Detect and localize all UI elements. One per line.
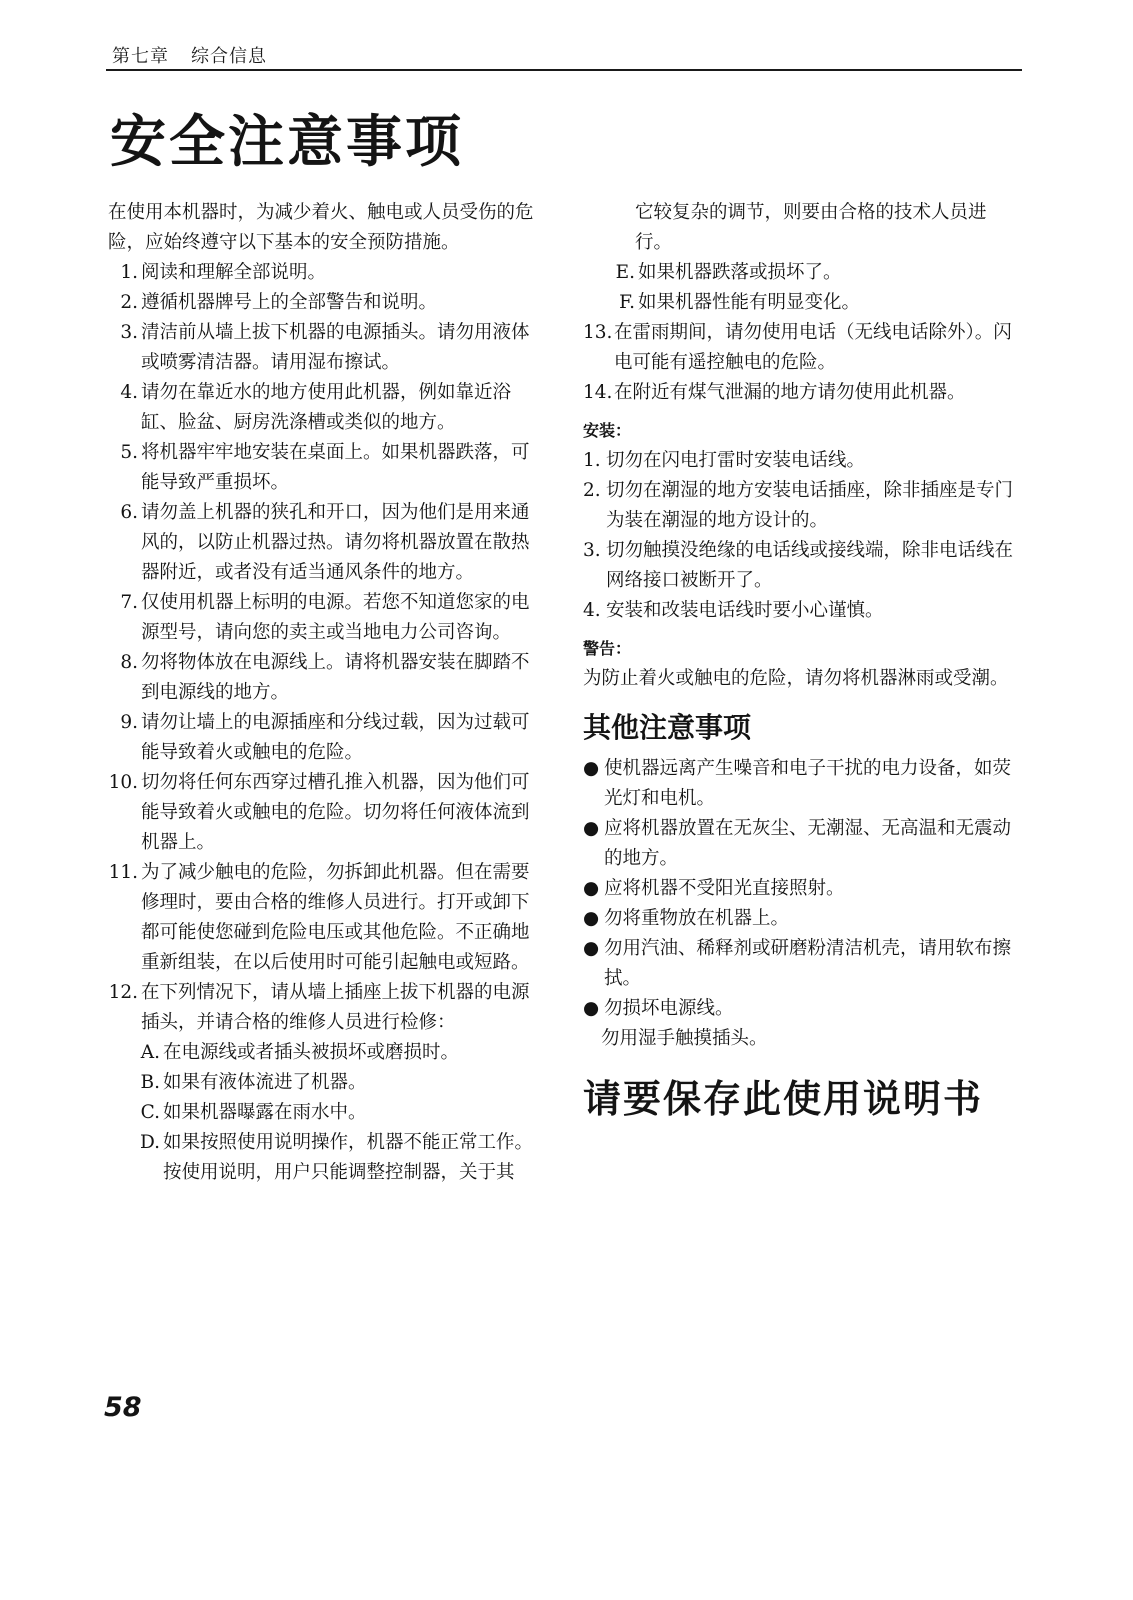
- item-text: 勿将重物放在机器上。: [604, 908, 790, 929]
- item-text: 切勿在闪电打雷时安装电话线。: [606, 450, 866, 471]
- bullet-icon: ●: [583, 908, 600, 929]
- item-text: 勿用汽油、稀释剂或研磨粉清洁机壳，请用软布擦拭。: [604, 938, 1012, 989]
- sublist-item: [108, 1038, 540, 1068]
- item-number: 6.: [120, 502, 138, 523]
- safety-list-continued: [583, 318, 1023, 408]
- list-item: [583, 934, 1023, 994]
- bullet-icon: ●: [583, 998, 600, 1019]
- subitem-letter: C.: [140, 1102, 160, 1123]
- bullet-icon: ●: [583, 758, 600, 779]
- item-number: 10.: [108, 772, 138, 793]
- list-item: [108, 378, 540, 438]
- closing-statement: 请要保存此使用说明书: [583, 1077, 984, 1121]
- other-precautions-heading: 其他注意事项: [583, 711, 752, 744]
- sublist-item: [583, 258, 1023, 288]
- item-number: 3.: [120, 322, 138, 343]
- item-text: 切勿在潮湿的地方安装电话插座，除非插座是专门为装在潮湿的地方设计的。: [606, 480, 1014, 531]
- list-item: [108, 258, 540, 288]
- subitem-text: 如果机器曝露在雨水中。: [163, 1102, 367, 1123]
- list-item: [583, 476, 1023, 536]
- warning-label: 警告：: [583, 639, 632, 658]
- item-number: 12.: [108, 982, 138, 1003]
- list-item: [583, 318, 1023, 378]
- list-item: [108, 498, 540, 588]
- intro-paragraph: 在使用本机器时，为减少着火、触电或人员受伤的危险，应始终遵守以下基本的安全预防措施。: [108, 202, 534, 253]
- extra-precaution: 勿用湿手触摸插头。: [601, 1028, 768, 1049]
- item-text: 勿损坏电源线。: [604, 998, 734, 1019]
- item-text: 遵循机器牌号上的全部警告和说明。: [141, 292, 438, 313]
- item-number: 7.: [120, 592, 138, 613]
- item-text: 阅读和理解全部说明。: [141, 262, 327, 283]
- subitem-text: 如果按照使用说明操作，机器不能正常工作。按使用说明，用户只能调整控制器，关于其: [163, 1132, 534, 1183]
- item-text: 切勿将任何东西穿过槽孔推入机器，因为他们可能导致着火或触电的危险。切勿将任何液体流到机器上。: [141, 772, 530, 853]
- item-text: 勿将物体放在电源线上。请将机器安装在脚踏不到电源线的地方。: [141, 652, 530, 703]
- item-number: 4.: [583, 600, 601, 621]
- list-item: [108, 978, 540, 1038]
- list-item: [108, 588, 540, 648]
- other-precautions-list: [583, 754, 1023, 1024]
- sublist-item: [108, 1068, 540, 1098]
- item-number: 2.: [120, 292, 138, 313]
- item-number: 11.: [108, 862, 138, 883]
- sublist-item: [583, 288, 1023, 318]
- install-label: 安装：: [583, 421, 632, 440]
- warning-text: 为防止着火或触电的危险，请勿将机器淋雨或受潮。: [583, 668, 1009, 689]
- item-number: 1.: [583, 450, 601, 471]
- item-text: 仅使用机器上标明的电源。若您不知道您家的电源型号，请向您的卖主或当地电力公司咨询。: [141, 592, 530, 643]
- subitem-text: 如果机器性能有明显变化。: [638, 292, 861, 313]
- item-text: 请勿盖上机器的狭孔和开口，因为他们是用来通风的，以防止机器过热。请勿将机器放置在散热器附近，或者没有适当通风条件的地方。: [141, 502, 530, 583]
- item-number: 4.: [120, 382, 138, 403]
- item-number: 3.: [583, 540, 601, 561]
- subitem-text: 如果机器跌落或损坏了。: [638, 262, 842, 283]
- subitem-letter: B.: [140, 1072, 160, 1093]
- section-label: 综合信息: [191, 46, 267, 67]
- item-text: 在附近有煤气泄漏的地方请勿使用此机器。: [614, 382, 966, 403]
- list-item: [583, 814, 1023, 874]
- item-text: 应将机器不受阳光直接照射。: [604, 878, 845, 899]
- list-item: [583, 378, 1023, 408]
- item-number: 1.: [120, 262, 138, 283]
- item-number: 2.: [583, 480, 601, 501]
- sublist-item: [108, 1098, 540, 1128]
- item-text: 将机器牢牢地安装在桌面上。如果机器跌落，可能导致严重损坏。: [141, 442, 530, 493]
- chapter-label: 第七章: [112, 46, 169, 67]
- condition-sublist-continued: [583, 258, 1023, 318]
- item-text: 在下列情况下，请从墙上插座上拔下机器的电源插头，并请合格的维修人员进行检修：: [141, 982, 530, 1033]
- item-text: 请勿让墙上的电源插座和分线过载，因为过载可能导致着火或触电的危险。: [141, 712, 530, 763]
- item-text: 使机器远离产生噪音和电子干扰的电力设备，如荧光灯和电机。: [604, 758, 1012, 809]
- item-text: 为了减少触电的危险，勿拆卸此机器。但在需要修理时，要由合格的维修人员进行。打开或卸下都可能使您碰到危险电压或其他危险。不正确地重新组装，在以后使用时可能引起触电或短路。: [141, 862, 530, 973]
- list-item: [583, 904, 1023, 934]
- list-item: [108, 318, 540, 378]
- list-item: [108, 288, 540, 318]
- bullet-icon: ●: [583, 878, 600, 899]
- continued-text: 它较复杂的调节，则要由合格的技术人员进行。: [635, 202, 987, 253]
- sublist-item: [108, 1128, 540, 1188]
- subitem-letter: A.: [140, 1042, 160, 1063]
- item-text: 应将机器放置在无灰尘、无潮湿、无高温和无震动的地方。: [604, 818, 1012, 869]
- subitem-text: 在电源线或者插头被损坏或磨损时。: [163, 1042, 460, 1063]
- item-number: 13.: [583, 322, 613, 343]
- list-item: [583, 994, 1023, 1024]
- subitem-letter: D.: [139, 1132, 160, 1153]
- left-column: [108, 198, 540, 1188]
- list-item: [583, 446, 1023, 476]
- item-text: 请勿在靠近水的地方使用此机器，例如靠近浴缸、脸盆、厨房洗涤槽或类似的地方。: [141, 382, 512, 433]
- list-item: [583, 754, 1023, 814]
- bullet-icon: ●: [583, 818, 600, 839]
- item-number: 5.: [120, 442, 138, 463]
- right-column: [583, 198, 1023, 1124]
- list-item: [108, 648, 540, 708]
- list-item: [108, 858, 540, 978]
- safety-list: [108, 258, 540, 1038]
- header-rule: [106, 69, 1022, 71]
- page-title: 安全注意事项: [110, 110, 464, 175]
- running-header: [112, 42, 289, 68]
- item-number: 8.: [120, 652, 138, 673]
- condition-sublist: [108, 1038, 540, 1188]
- item-text: 安装和改装电话线时要小心谨慎。: [606, 600, 884, 621]
- bullet-icon: ●: [583, 938, 600, 959]
- subitem-letter: E.: [615, 262, 635, 283]
- list-item: [108, 438, 540, 498]
- item-text: 清洁前从墙上拔下机器的电源插头。请勿用液体或喷雾清洁器。请用湿布擦试。: [141, 322, 530, 373]
- subitem-text: 如果有液体流进了机器。: [163, 1072, 367, 1093]
- list-item: [583, 536, 1023, 596]
- list-item: [583, 596, 1023, 626]
- list-item: [108, 708, 540, 768]
- subitem-letter: F.: [619, 292, 635, 313]
- page-number: 58: [104, 1392, 142, 1423]
- install-list: [583, 446, 1023, 626]
- item-number: 14.: [583, 382, 613, 403]
- item-text: 在雷雨期间，请勿使用电话（无线电话除外）。闪电可能有遥控触电的危险。: [614, 322, 1012, 373]
- item-text: 切勿触摸没绝缘的电话线或接线端，除非电话线在网络接口被断开了。: [606, 540, 1014, 591]
- item-number: 9.: [120, 712, 138, 733]
- list-item: [583, 874, 1023, 904]
- list-item: [108, 768, 540, 858]
